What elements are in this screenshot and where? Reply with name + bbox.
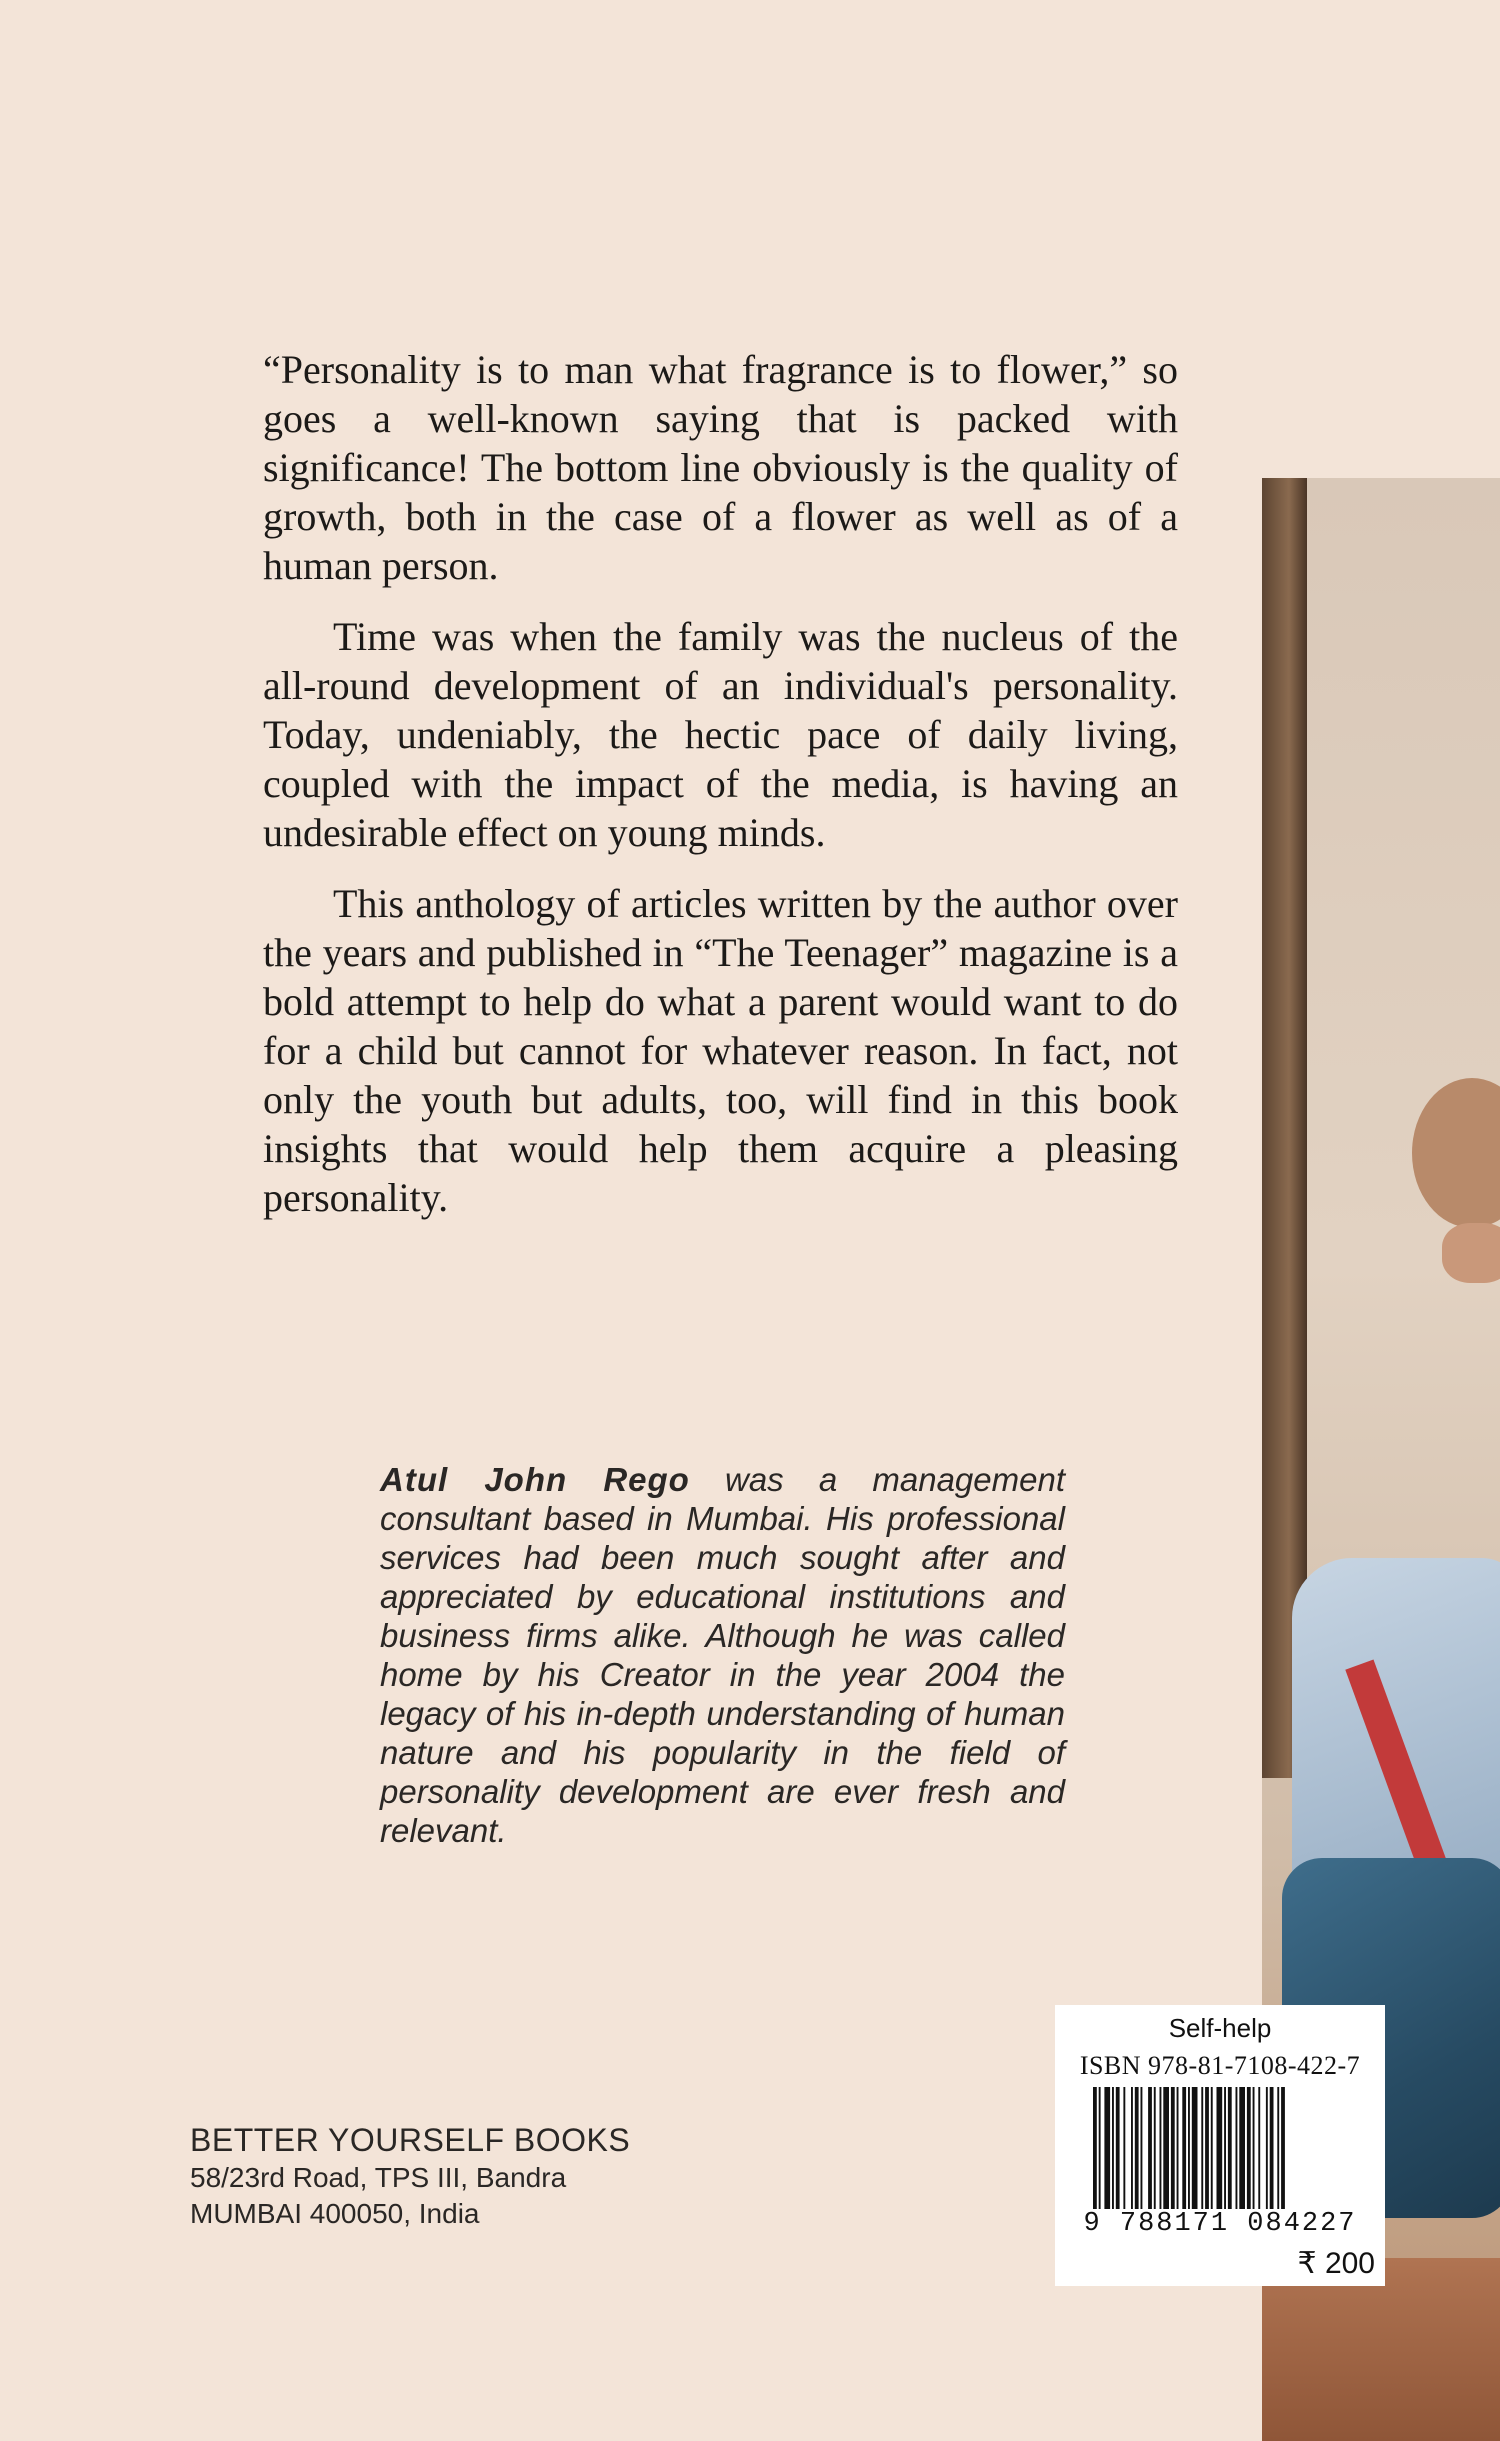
barcode-icon — [1093, 2087, 1355, 2209]
blurb-paragraph-2: Time was when the family was the nucleus of the all-round development of an individual's personality. Today, undeniably, the hectic pace of daily living, coupled with the impact of the media, is having an undesirable effect on young minds. — [263, 614, 1178, 855]
publisher-address-line2: MUMBAI 400050, India — [190, 2198, 480, 2229]
photo-person-hand — [1442, 1223, 1500, 1283]
barcode-digits: 9 788171 084227 — [1083, 2209, 1357, 2239]
photo-doorframe — [1262, 478, 1307, 1778]
isbn-label: ISBN 978-81-7108-422-7 — [1079, 2051, 1361, 2080]
blurb-paragraph-1: “Personality is to man what fragrance is to flower,” so goes a well-known saying that is packed with significance! The bottom line obviously is the quality of growth, both in the case of a flower as well as of a human person. — [263, 347, 1178, 588]
author-name: Atul John Rego — [380, 1461, 690, 1498]
publisher-name: BETTER YOURSELF BOOKS — [190, 2122, 631, 2158]
publisher-address-line1: 58/23rd Road, TPS III, Bandra — [190, 2162, 567, 2193]
price-label: ₹ 200 — [1297, 2247, 1375, 2280]
genre-label: Self-help — [1168, 2013, 1272, 2043]
blurb — [263, 345, 1178, 1244]
blurb-paragraph-3: This anthology of articles written by the author over the years and published in “The Teenager” magazine is a bold attempt to help do what a parent would want to do for a child but cannot for whatever reason. In fact, not only the youth but adults, too, will find in this book insights that would help them acquire a pleasing personality. — [263, 881, 1178, 1220]
author-bio-text: was a management consultant based in Mumbai. His professional services had been much sought after and appreciated by educational institutions and business firms alike. Although he was called home by his Creator in the year 2004 the legacy of his in-depth understanding of human nature and his popularity in the field of personality development are ever fresh and relevant. — [380, 1461, 1065, 1849]
publisher-info — [190, 2120, 630, 2232]
barcode-panel — [1055, 2005, 1385, 2286]
author-bio — [380, 1460, 1065, 1850]
